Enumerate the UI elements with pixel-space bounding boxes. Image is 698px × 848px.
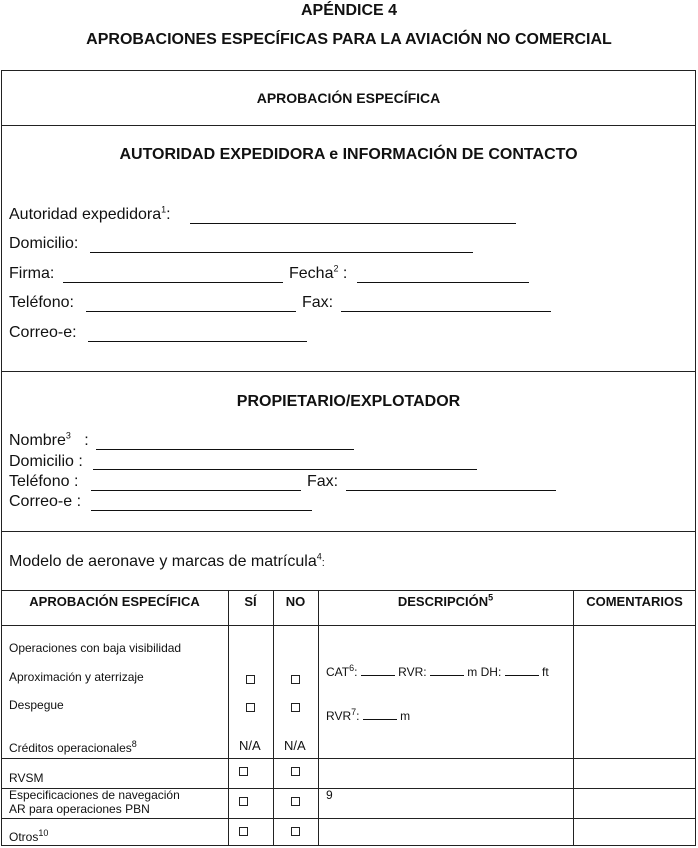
owner-fax-field[interactable] bbox=[346, 490, 556, 491]
takeoff-description: RVR$^7$: m bbox=[326, 707, 411, 723]
rvsm-yes-checkbox[interactable] bbox=[239, 767, 248, 776]
column-divider bbox=[228, 590, 229, 846]
owner-name-field[interactable] bbox=[96, 449, 354, 450]
credits-yes-na: N/A bbox=[239, 738, 261, 753]
dh-blank[interactable] bbox=[505, 666, 539, 676]
takeoff-rvr-blank[interactable] bbox=[363, 710, 397, 720]
others-yes-checkbox[interactable] bbox=[239, 827, 248, 836]
owner-section-title: PROPIETARIO/EXPLOTADOR bbox=[236, 393, 461, 410]
owner-email-field[interactable] bbox=[91, 510, 312, 511]
authority-section-title: AUTORIDAD EXPEDIDORA e INFORMACIÓN DE CONTACTO bbox=[119, 146, 578, 163]
divider bbox=[1, 758, 696, 759]
row-approach-landing: Aproximación y aterrizaje bbox=[9, 670, 144, 684]
owner-name-label: Nombre$^3$ : bbox=[9, 430, 89, 449]
col-header-approval: APROBACIÓN ESPECÍFICA bbox=[29, 594, 200, 609]
authority-email-label: Correo-e: bbox=[9, 324, 77, 341]
row-rvsm: RVSM bbox=[9, 771, 44, 785]
form-frame bbox=[1, 70, 696, 846]
date-field[interactable] bbox=[357, 282, 529, 283]
owner-address-field[interactable] bbox=[93, 469, 477, 470]
owner-fax-label: Fax: bbox=[307, 473, 339, 490]
divider bbox=[1, 625, 696, 626]
pbn-no-checkbox[interactable] bbox=[291, 797, 300, 806]
owner-email-label: Correo-e : bbox=[9, 493, 82, 510]
approach-no-checkbox[interactable] bbox=[291, 675, 300, 684]
row-pbn: Especificaciones de navegación AR para operaciones PBN bbox=[9, 788, 180, 816]
document-title: APROBACIONES ESPECÍFICAS PARA LA AVIACIÓN NO COMERCIAL bbox=[86, 31, 612, 48]
authority-phone-label: Teléfono: bbox=[9, 294, 74, 311]
approach-description: CAT$^6$: RVR: m DH: ft bbox=[326, 663, 549, 679]
credits-no-na: N/A bbox=[284, 738, 306, 753]
appendix-heading: APÉNDICE 4 bbox=[300, 2, 398, 19]
divider bbox=[1, 590, 696, 591]
col-header-description: DESCRIPCIÓN$^5$ bbox=[397, 592, 494, 609]
authority-address-label: Domicilio: bbox=[9, 235, 79, 252]
row-operational-credits: Créditos operacionales$^8$ bbox=[9, 739, 137, 755]
owner-address-label: Domicilio : bbox=[9, 453, 83, 470]
authority-fax-field[interactable] bbox=[341, 311, 551, 312]
aircraft-model-label: Modelo de aeronave y marcas de matrícula$^4$: bbox=[9, 551, 325, 570]
column-divider bbox=[273, 590, 274, 846]
divider bbox=[1, 371, 696, 372]
authority-fax-label: Fax: bbox=[302, 294, 334, 311]
takeoff-no-checkbox[interactable] bbox=[291, 703, 300, 712]
others-no-checkbox[interactable] bbox=[291, 827, 300, 836]
issuer-label: Autoridad expedidora$^1$: bbox=[9, 204, 171, 223]
authority-phone-field[interactable] bbox=[86, 311, 296, 312]
row-takeoff: Despegue bbox=[9, 698, 64, 712]
authority-address-field[interactable] bbox=[90, 252, 473, 253]
authority-email-field[interactable] bbox=[88, 341, 307, 342]
approach-yes-checkbox[interactable] bbox=[246, 675, 255, 684]
takeoff-yes-checkbox[interactable] bbox=[246, 703, 255, 712]
column-divider bbox=[573, 590, 574, 846]
divider bbox=[1, 531, 696, 532]
col-header-no: NO bbox=[285, 594, 306, 609]
date-label: Fecha$^2$ : bbox=[289, 263, 348, 282]
owner-phone-field[interactable] bbox=[91, 490, 301, 491]
owner-phone-label: Teléfono : bbox=[9, 473, 79, 490]
rvsm-no-checkbox[interactable] bbox=[291, 767, 300, 776]
column-divider bbox=[318, 590, 319, 846]
row-low-visibility: Operaciones con baja visibilidad bbox=[9, 641, 182, 655]
col-header-comments: COMENTARIOS bbox=[586, 594, 683, 609]
divider bbox=[1, 818, 696, 819]
signature-label: Firma: bbox=[9, 265, 55, 282]
row-others: Otros$^{10}$ bbox=[9, 828, 49, 844]
divider bbox=[1, 125, 696, 126]
cat-blank[interactable] bbox=[361, 666, 395, 676]
rvr-blank[interactable] bbox=[430, 666, 464, 676]
pbn-yes-checkbox[interactable] bbox=[239, 797, 248, 806]
approval-box-title: APROBACIÓN ESPECÍFICA bbox=[256, 90, 441, 106]
pbn-description-note: 9 bbox=[326, 788, 333, 802]
signature-field[interactable] bbox=[63, 282, 283, 283]
issuer-field[interactable] bbox=[190, 223, 516, 224]
col-header-yes: SÍ bbox=[244, 594, 257, 609]
